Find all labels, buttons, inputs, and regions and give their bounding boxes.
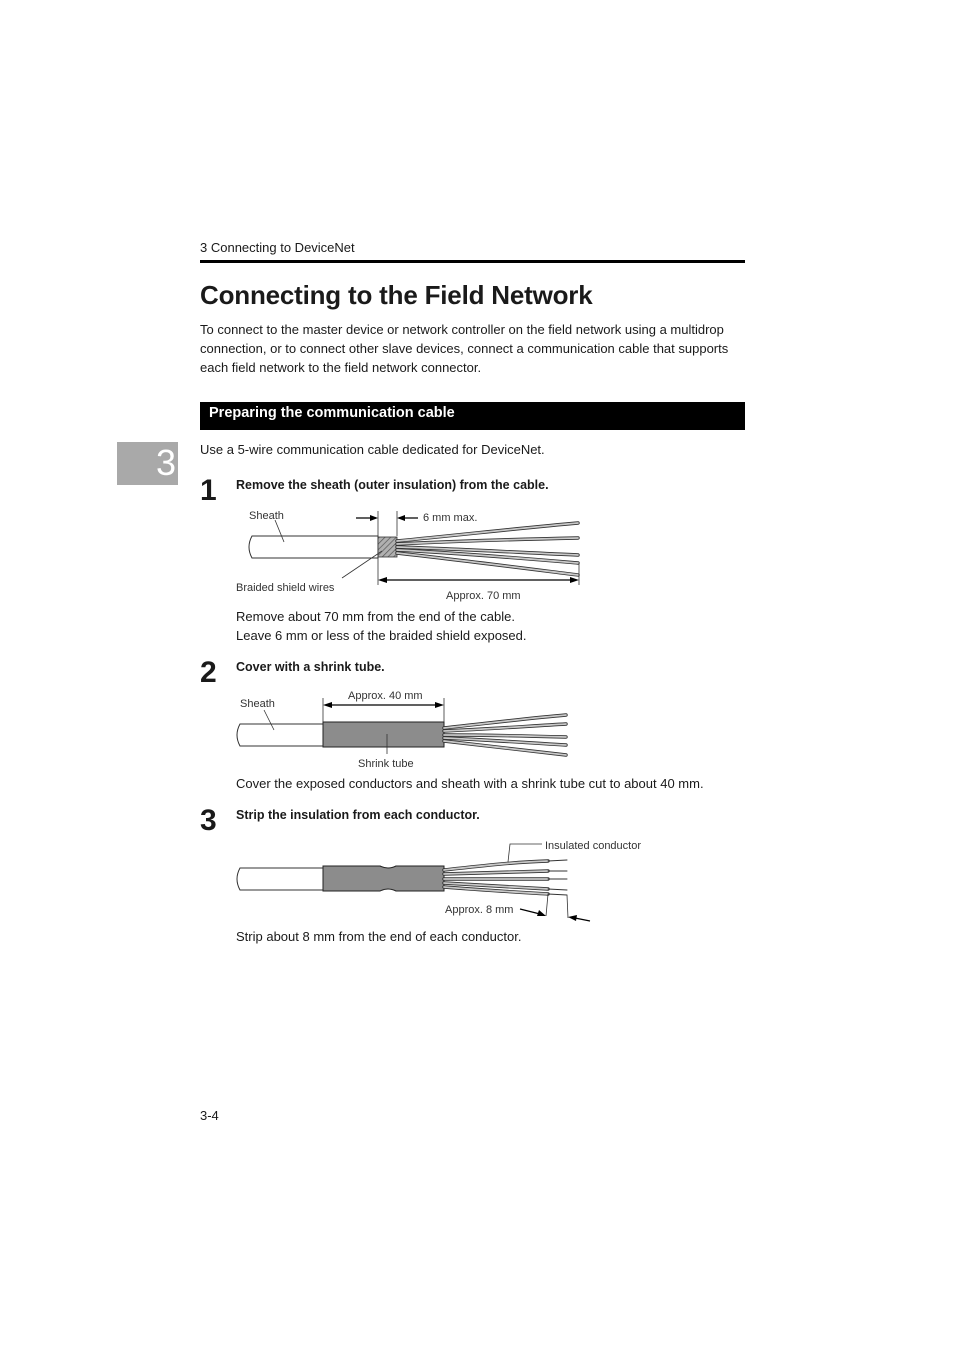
header-rule — [200, 260, 745, 263]
running-header: 3 Connecting to DeviceNet — [200, 240, 355, 255]
chapter-number: 3 — [155, 442, 176, 483]
step-1-number: 1 — [200, 474, 217, 507]
label-braided-shield: Braided shield wires — [236, 582, 335, 594]
page-number: 3-4 — [200, 1108, 219, 1123]
label-insulated-conductor: Insulated conductor — [545, 840, 642, 852]
step-1-text-2: Leave 6 mm or less of the braided shield exposed. — [236, 628, 527, 643]
step-2-number: 2 — [200, 656, 217, 689]
section-heading-text: Preparing the communication cable — [209, 405, 455, 421]
step-3-text: Strip about 8 mm from the end of each conductor. — [236, 929, 522, 944]
conductor-strip-diagram — [230, 834, 650, 926]
sheath-removal-diagram — [230, 505, 590, 610]
chapter-tab — [117, 442, 178, 485]
page-title: Connecting to the Field Network — [200, 280, 593, 310]
label-sheath-2: Sheath — [240, 698, 275, 710]
step-1-text-1: Remove about 70 mm from the end of the cable. — [236, 609, 515, 624]
label-strip-8mm: Approx. 8 mm — [445, 904, 514, 916]
shrink-tube-diagram — [230, 686, 575, 772]
label-shrink-tube: Shrink tube — [358, 758, 414, 770]
intro-paragraph: To connect to the master device or network controller on the field network using a multidrop connection, or to connect other slave devices, connect a communication cable that supports each field network to the field network connector. — [200, 322, 729, 375]
label-sheath: Sheath — [249, 510, 284, 522]
label-strip-length: Approx. 70 mm — [446, 590, 521, 602]
step-2-title: Cover with a shrink tube. — [236, 660, 385, 674]
step-1-title: Remove the sheath (outer insulation) from the cable. — [236, 478, 549, 492]
section-heading — [200, 402, 745, 430]
step-3-title: Strip the insulation from each conductor. — [236, 808, 480, 822]
step-2-text: Cover the exposed conductors and sheath with a shrink tube cut to about 40 mm. — [236, 776, 704, 791]
step-3-number: 3 — [200, 804, 217, 837]
lead-text: Use a 5-wire communication cable dedicated for DeviceNet. — [200, 442, 545, 457]
label-tube-length: Approx. 40 mm — [348, 690, 423, 702]
label-shield-max: 6 mm max. — [423, 512, 478, 524]
